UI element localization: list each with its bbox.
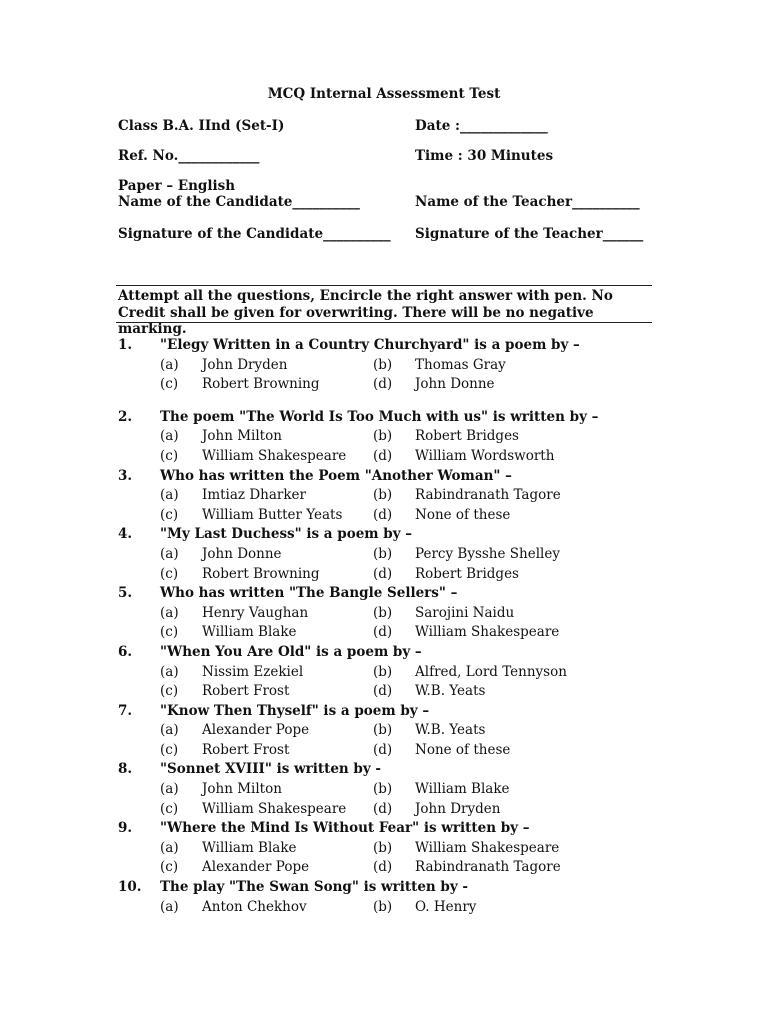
question-text: "My Last Duchess" is a poem by – — [160, 526, 413, 543]
option-label[interactable]: (b) — [373, 722, 393, 739]
option-label[interactable]: (c) — [160, 624, 179, 641]
option-text[interactable]: John Milton — [202, 781, 282, 798]
question-text: "Sonnet XVIII" is written by - — [160, 761, 382, 778]
option-text[interactable]: Robert Frost — [202, 683, 290, 700]
question-number: 4. — [118, 526, 133, 543]
option-label[interactable]: (c) — [160, 859, 179, 876]
option-row — [0, 487, 768, 507]
option-text[interactable]: William Blake — [202, 839, 297, 856]
option-text[interactable]: Henry Vaughan — [202, 604, 309, 621]
question-10 — [0, 879, 768, 918]
option-row — [0, 683, 768, 703]
question-text: "When You Are Old" is a poem by – — [160, 643, 422, 660]
question-text: The play "The Swan Song" is written by - — [160, 879, 469, 896]
option-label[interactable]: (c) — [160, 447, 179, 464]
option-text[interactable]: William Blake — [202, 624, 297, 641]
question-line — [0, 644, 768, 664]
question-text: The poem "The World Is Too Much with us" is written by – — [160, 408, 599, 425]
option-label[interactable]: (b) — [373, 839, 393, 856]
question-6 — [0, 644, 768, 703]
question-line — [0, 409, 768, 429]
page-title: MCQ Internal Assessment Test — [267, 86, 501, 102]
option-label[interactable]: (d) — [373, 565, 393, 582]
option-label[interactable]: (a) — [160, 428, 179, 445]
option-text[interactable]: W.B. Yeats — [415, 722, 486, 739]
option-label[interactable]: (c) — [160, 376, 179, 393]
question-7 — [0, 703, 768, 762]
option-label[interactable]: (d) — [373, 859, 393, 876]
question-text: "Know Then Thyself" is a poem by – — [160, 702, 430, 719]
option-text[interactable]: Thomas Gray — [415, 356, 506, 373]
option-label[interactable]: (b) — [373, 898, 393, 915]
option-row — [0, 357, 768, 377]
option-label[interactable]: (b) — [373, 604, 393, 621]
option-label[interactable]: (b) — [373, 428, 393, 445]
paper-label: Paper – English — [118, 178, 236, 194]
option-text[interactable]: William Shakespeare — [415, 624, 560, 641]
question-line — [0, 879, 768, 899]
teacher-name-field: Name of the Teacher__________ — [415, 194, 640, 210]
option-label[interactable]: (a) — [160, 604, 179, 621]
option-text[interactable]: Percy Bysshe Shelley — [415, 545, 560, 562]
option-label[interactable]: (d) — [373, 447, 393, 464]
question-line — [0, 820, 768, 840]
question-line — [0, 337, 768, 357]
top-rule — [116, 285, 652, 286]
option-label[interactable]: (d) — [373, 506, 393, 523]
option-row — [0, 722, 768, 742]
option-text[interactable]: John Donne — [415, 376, 495, 393]
question-2 — [0, 409, 768, 468]
option-text[interactable]: Robert Browning — [202, 376, 320, 393]
option-label[interactable]: (c) — [160, 565, 179, 582]
option-text[interactable]: William Shakespeare — [202, 447, 347, 464]
question-line — [0, 761, 768, 781]
option-label[interactable]: (b) — [373, 356, 393, 373]
question-text: "Where the Mind Is Without Fear" is written by – — [160, 820, 530, 837]
option-text[interactable]: Alfred, Lord Tennyson — [415, 663, 567, 680]
option-text[interactable]: Robert Bridges — [415, 565, 519, 582]
question-8 — [0, 761, 768, 820]
option-label[interactable]: (c) — [160, 800, 179, 817]
question-line — [0, 468, 768, 488]
option-text[interactable]: William Shakespeare — [415, 839, 560, 856]
option-label[interactable]: (a) — [160, 663, 179, 680]
option-row — [0, 840, 768, 860]
option-row — [0, 624, 768, 644]
candidate-name-field: Name of the Candidate__________ — [118, 194, 360, 210]
option-text[interactable]: Anton Chekhov — [202, 898, 307, 915]
option-text[interactable]: Rabindranath Tagore — [415, 859, 561, 876]
question-9 — [0, 820, 768, 879]
option-text[interactable]: Robert Browning — [202, 565, 320, 582]
option-label[interactable]: (a) — [160, 545, 179, 562]
option-text[interactable]: Nissim Ezekiel — [202, 663, 304, 680]
question-line — [0, 703, 768, 723]
ref-no-field: Ref. No.____________ — [118, 148, 260, 164]
option-label[interactable]: (d) — [373, 624, 393, 641]
option-text[interactable]: William Shakespeare — [202, 800, 347, 817]
option-label[interactable]: (a) — [160, 487, 179, 504]
option-label[interactable]: (a) — [160, 356, 179, 373]
option-text[interactable]: Robert Frost — [202, 741, 290, 758]
option-label[interactable]: (d) — [373, 741, 393, 758]
question-number: 1. — [118, 337, 133, 353]
question-text: "Elegy Written in a Country Churchyard" is a poem by – — [160, 337, 580, 353]
option-label[interactable]: (a) — [160, 781, 179, 798]
option-row — [0, 546, 768, 566]
option-label[interactable]: (d) — [373, 800, 393, 817]
option-text[interactable]: None of these — [415, 741, 511, 758]
option-text[interactable]: Alexander Pope — [202, 859, 310, 876]
question-text: Who has written "The Bangle Sellers" – — [160, 585, 458, 602]
option-row — [0, 566, 768, 586]
option-text[interactable]: William Wordsworth — [415, 447, 555, 464]
option-text[interactable]: O. Henry — [415, 898, 477, 915]
option-row — [0, 448, 768, 468]
option-label[interactable]: (c) — [160, 683, 179, 700]
option-text[interactable]: Rabindranath Tagore — [415, 487, 561, 504]
spacer — [0, 396, 768, 409]
option-text[interactable]: John Milton — [202, 428, 282, 445]
option-row — [0, 859, 768, 879]
question-number: 3. — [118, 467, 133, 484]
option-label[interactable]: (b) — [373, 781, 393, 798]
time-label: Time : 30 Minutes — [415, 148, 554, 164]
option-row — [0, 801, 768, 821]
question-number: 2. — [118, 408, 133, 425]
option-label[interactable]: (b) — [373, 663, 393, 680]
question-4 — [0, 526, 768, 585]
option-row — [0, 664, 768, 684]
question-number: 9. — [118, 820, 133, 837]
option-text[interactable]: Alexander Pope — [202, 722, 310, 739]
option-row — [0, 507, 768, 527]
question-number: 10. — [118, 879, 142, 896]
option-row — [0, 605, 768, 625]
option-text[interactable]: None of these — [415, 506, 511, 523]
question-1 — [0, 337, 768, 396]
option-label[interactable]: (c) — [160, 506, 179, 523]
question-list — [0, 337, 768, 918]
option-label[interactable]: (d) — [373, 683, 393, 700]
option-label[interactable]: (c) — [160, 741, 179, 758]
option-text[interactable]: Robert Bridges — [415, 428, 519, 445]
option-label[interactable]: (b) — [373, 487, 393, 504]
option-label[interactable]: (b) — [373, 545, 393, 562]
option-text[interactable]: John Donne — [202, 545, 282, 562]
option-text[interactable]: William Blake — [415, 781, 510, 798]
option-text[interactable]: William Butter Yeats — [202, 506, 343, 523]
question-text: Who has written the Poem "Another Woman" – — [160, 467, 512, 484]
question-3 — [0, 468, 768, 527]
teacher-signature-field: Signature of the Teacher______ — [415, 226, 644, 242]
option-label[interactable]: (d) — [373, 376, 393, 393]
bottom-rule — [116, 322, 652, 323]
option-text[interactable]: John Dryden — [202, 356, 288, 373]
option-label[interactable]: (a) — [160, 839, 179, 856]
question-number: 5. — [118, 585, 133, 602]
option-label[interactable]: (a) — [160, 898, 179, 915]
option-row — [0, 899, 768, 919]
option-text[interactable]: John Dryden — [415, 800, 501, 817]
instructions: Attempt all the questions, Encircle the right answer with pen. No Credit shall be given for overwriting. There will be no negative marking. — [118, 288, 613, 337]
question-line — [0, 585, 768, 605]
question-number: 6. — [118, 643, 133, 660]
question-number: 8. — [118, 761, 133, 778]
question-line — [0, 526, 768, 546]
date-field: Date :_____________ — [415, 118, 548, 134]
option-text[interactable]: W.B. Yeats — [415, 683, 486, 700]
candidate-signature-field: Signature of the Candidate__________ — [118, 226, 391, 242]
option-row — [0, 742, 768, 762]
question-5 — [0, 585, 768, 644]
class-label: Class B.A. IInd (Set-I) — [118, 118, 285, 134]
option-text[interactable]: Imtiaz Dharker — [202, 487, 306, 504]
option-row — [0, 428, 768, 448]
option-row — [0, 781, 768, 801]
option-row — [0, 376, 768, 396]
option-text[interactable]: Sarojini Naidu — [415, 604, 515, 621]
question-number: 7. — [118, 702, 133, 719]
option-label[interactable]: (a) — [160, 722, 179, 739]
